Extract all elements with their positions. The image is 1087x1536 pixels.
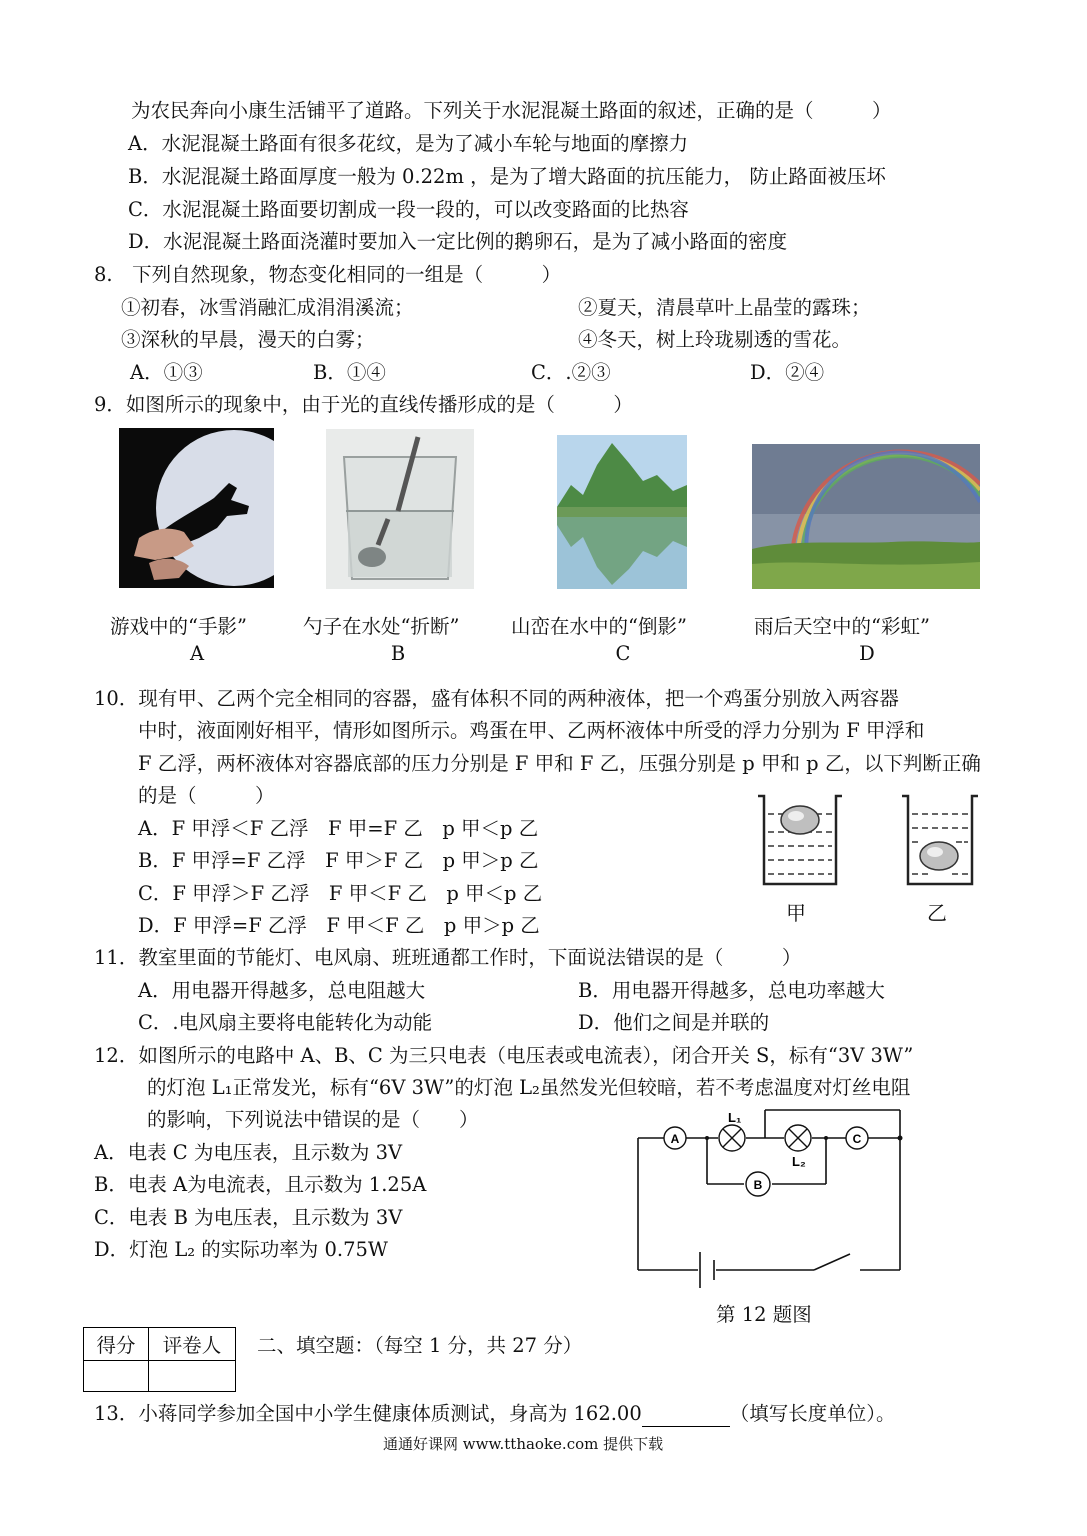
circuit-diagram (632, 1104, 904, 1300)
q10-stem-line-1: 10．现有甲、乙两个完全相同的容器，盛有体积不同的两种液体，把一个鸡蛋分别放入两容器 (94, 687, 899, 710)
meter-c-label: C (852, 1132, 862, 1146)
q8-option-a: A．①③ (130, 361, 203, 384)
meter-a-label: A (670, 1132, 680, 1146)
q9-stem: 9．如图所示的现象中，由于光的直线传播形成的是（ ） (94, 393, 633, 416)
lamp-l2-label: L₂ (792, 1154, 806, 1169)
q12-option-a: A．电表 C 为电压表，且示数为 3V (94, 1141, 403, 1164)
q9-caption-a: 游戏中的“手影” (110, 615, 247, 638)
q12-option-b: B．电表 A为电流表，且示数为 1.25A (94, 1173, 427, 1196)
q10-option-c: C．F 甲浮＞F 乙浮 F 甲＜F 乙 p 甲＜p 乙 (138, 882, 543, 905)
q11-option-b: B．用电器开得越多，总电功率越大 (578, 979, 885, 1002)
q8-item-2: ②夏天，清晨草叶上晶莹的露珠； (578, 296, 871, 319)
section-2-title: 二、填空题：（每空 1 分，共 27 分） (257, 1334, 583, 1357)
q9-caption-c: 山峦在水中的“倒影” (511, 615, 687, 638)
q8-item-3: ③深秋的早晨，漫天的白雾； (121, 328, 375, 351)
q9-caption-d: 雨后天空中的“彩虹” (754, 615, 930, 638)
beaker-label-jia: 甲 (786, 901, 806, 925)
beaker-label-yi: 乙 (927, 901, 947, 925)
q11-option-c: C．.电风扇主要将电能转化为动能 (138, 1011, 433, 1034)
q8-item-1: ①初春，冰雪消融汇成涓涓溪流； (121, 296, 414, 319)
q10-option-a: A．F 甲浮＜F 乙浮 F 甲=F 乙 p 甲＜p 乙 (138, 817, 539, 840)
q10-option-b: B．F 甲浮=F 乙浮 F 甲＞F 乙 p 甲＞p 乙 (138, 849, 539, 872)
q12-figure-caption: 第 12 题图 (716, 1303, 812, 1326)
score-label: 得分 (84, 1328, 149, 1361)
q12-option-c: C．电表 B 为电压表，且示数为 3V (94, 1206, 403, 1229)
meter-b-label: B (753, 1178, 763, 1192)
footer-watermark: 通通好课网 www.tthaoke.com 提供下载 (383, 1435, 664, 1453)
rainbow-photo (752, 444, 980, 589)
q12-stem-line-2: 的灯泡 L₁正常发光，标有“6V 3W”的灯泡 L₂虽然发光但较暗，若不考虑温度对灯丝电阻 (147, 1076, 911, 1099)
q9-letter-a: A (189, 642, 205, 665)
q11-option-d: D．他们之间是并联的 (578, 1011, 770, 1034)
q11-stem: 11．教室里面的节能灯、电风扇、班班通都工作时，下面说法错误的是（ ） (94, 946, 802, 969)
q10-option-d: D．F 甲浮=F 乙浮 F 甲＜F 乙 p 甲＞p 乙 (138, 914, 540, 937)
q10-stem-line-2: 中时，液面刚好相平，情形如图所示。鸡蛋在甲、乙两杯液体中所受的浮力分别为 F 甲浮和 (138, 719, 925, 742)
q8-option-d: D．②④ (750, 361, 825, 384)
q7-option-c: C．水泥混凝土路面要切割成一段一段的，可以改变路面的比热容 (128, 198, 689, 221)
score-table (83, 1327, 236, 1392)
q7-stem-tail: 为农民奔向小康生活铺平了道路。下列关于水泥混凝土路面的叙述，正确的是（ ） (131, 99, 892, 122)
q10-stem-line-3: F 乙浮，两杯液体对容器底部的压力分别是 F 甲和 F 乙，压强分别是 p 甲和 p 乙，以下判断正确 (138, 752, 981, 775)
score-cell[interactable] (84, 1361, 149, 1392)
q9-letter-c: C (615, 642, 631, 665)
q9-caption-b: 勺子在水处“折断” (303, 615, 460, 638)
q9-letter-d: D (859, 642, 875, 665)
q10-stem-line-4: 的是（ ） (138, 784, 275, 807)
mountain-reflection-photo (557, 435, 687, 589)
q7-option-d: D．水泥混凝土路面浇灌时要加入一定比例的鹅卵石，是为了减小路面的密度 (128, 230, 788, 253)
q13-tail: （填写长度单位）。 (729, 1402, 896, 1425)
q7-option-a: A．水泥混凝土路面有很多花纹，是为了减小车轮与地面的摩擦力 (128, 132, 689, 155)
q12-stem-line-1: 12．如图所示的电路中 A、B、C 为三只电表（电压表或电流表），闭合开关 S，标有“3V 3W” (94, 1044, 914, 1067)
q8-option-c: C．.②③ (531, 361, 611, 384)
q9-letter-b: B (390, 642, 406, 665)
q13-stem: 13．小蒋同学参加全国中小学生健康体质测试，身高为 162.00 (94, 1402, 642, 1425)
q8-option-b: B．①④ (313, 361, 386, 384)
spoon-in-water-photo (326, 429, 474, 589)
q8-item-4: ④冬天，树上玲珑剔透的雪花。 (578, 328, 852, 351)
hand-shadow-photo (119, 428, 274, 588)
q7-option-b: B．水泥混凝土路面厚度一般为 0.22m ，是为了增大路面的抗压能力， 防止路面被压坏 (128, 165, 886, 188)
reviewer-cell[interactable] (149, 1361, 236, 1392)
q8-stem: 8. 下列自然现象，物态变化相同的一组是（ ） (94, 263, 562, 286)
reviewer-label: 评卷人 (149, 1328, 236, 1361)
q12-stem-line-3: 的影响，下列说法中错误的是（ ） (147, 1108, 479, 1131)
q11-option-a: A．用电器开得越多，总电阻越大 (138, 979, 426, 1002)
q12-option-d: D．灯泡 L₂ 的实际功率为 0.75W (94, 1238, 388, 1261)
q13-line (94, 1401, 896, 1427)
q13-answer-blank[interactable] (642, 1408, 730, 1427)
lamp-l1-label: L₁ (728, 1110, 742, 1125)
